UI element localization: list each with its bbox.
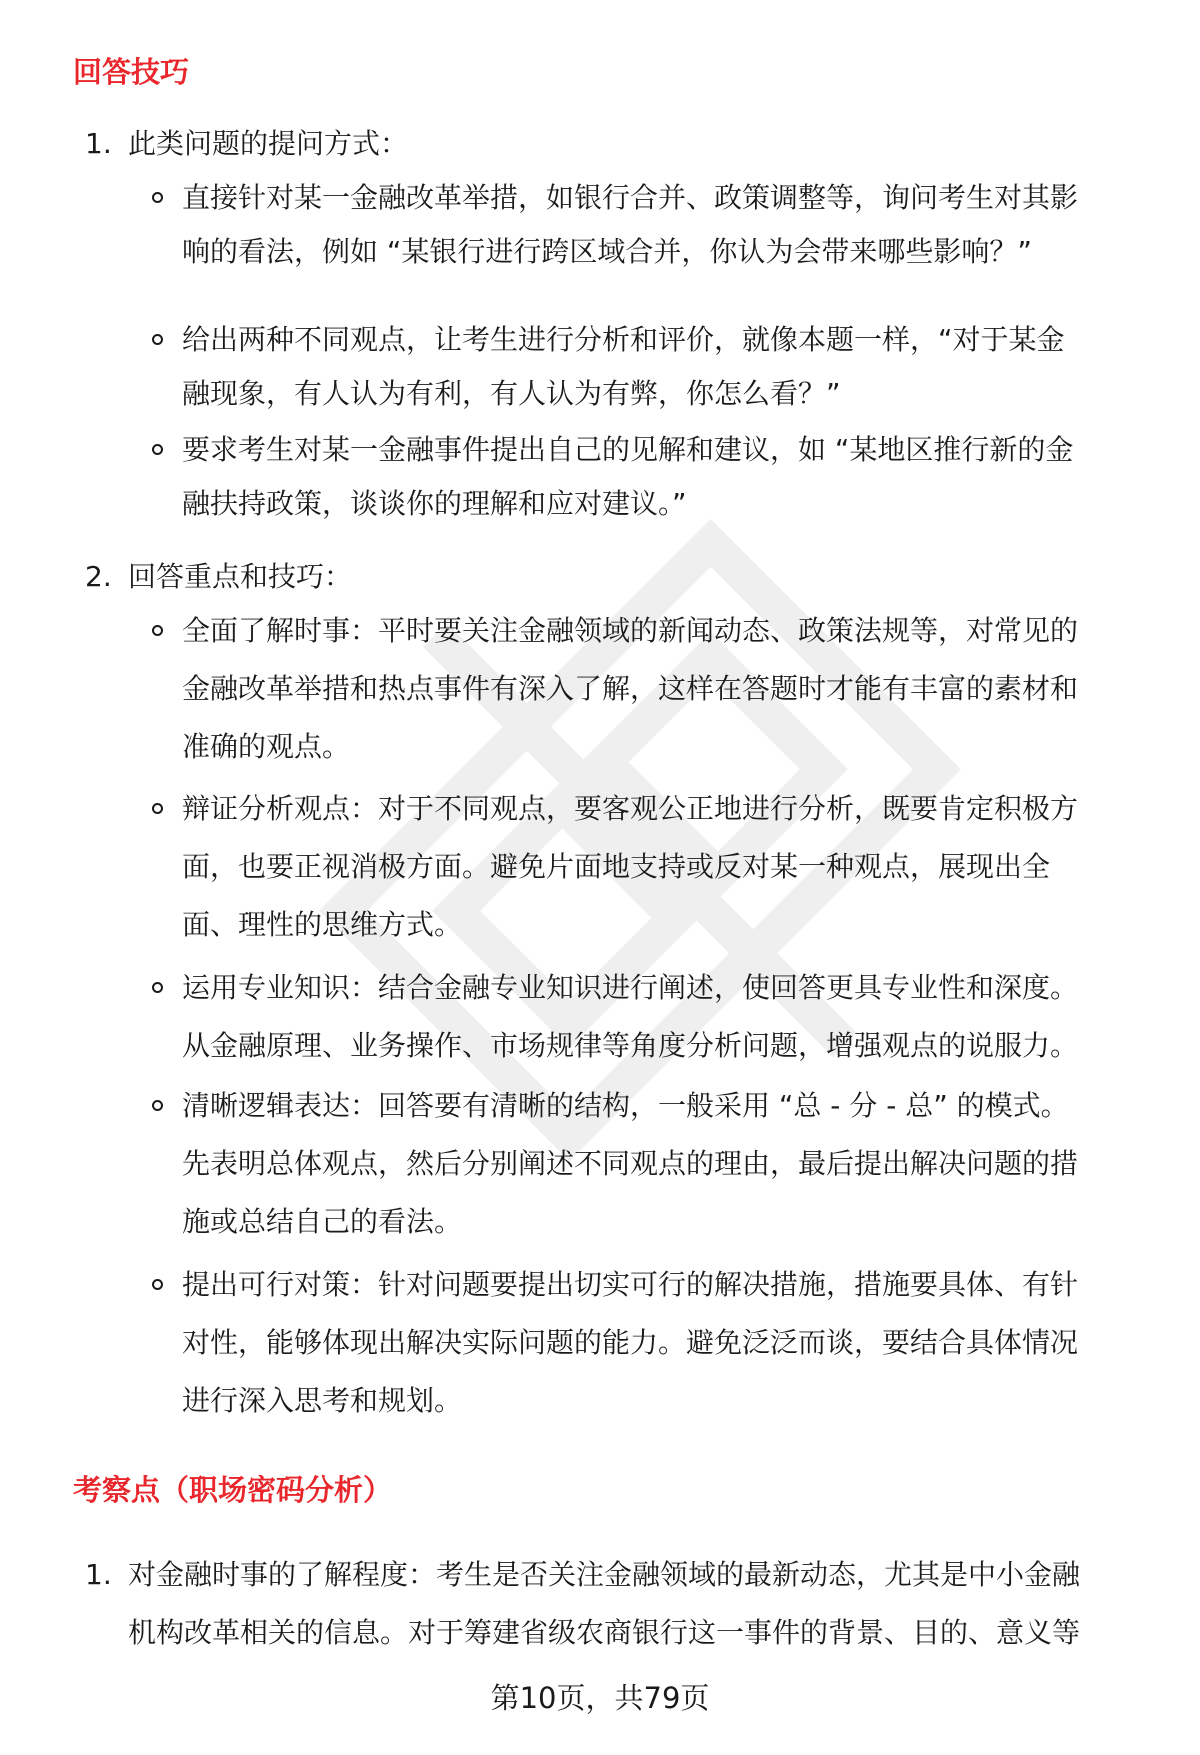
list-item-line: 对金融时事的了解程度：考生是否关注金融领域的最新动态，尤其是中小金融 [128, 1558, 1081, 1591]
list-item-line: 清晰逻辑表达：回答要有清晰的结构，一般采用 “总 - 分 - 总” 的模式。 [182, 1089, 1069, 1122]
bullet-icon [152, 982, 163, 993]
list-item-line: 融扶持政策，谈谈你的理解和应对建议。” [182, 487, 687, 520]
list-item-line: 金融改革举措和热点事件有深入了解，这样在答题时才能有丰富的素材和 [182, 672, 1079, 705]
list-item-line: 先表明总体观点，然后分别阐述不同观点的理由，最后提出解决问题的措 [182, 1147, 1079, 1180]
bullet-icon [152, 1100, 163, 1111]
bullet-icon [152, 625, 163, 636]
list-item-line: 从金融原理、业务操作、市场规律等角度分析问题，增强观点的说服力。 [182, 1029, 1079, 1062]
section-heading-answer-tips: 回答技巧 [73, 55, 190, 89]
list-item-line: 对性，能够体现出解决实际问题的能力。避免泛泛而谈，要结合具体情况 [182, 1326, 1079, 1359]
list-number: 2. [85, 560, 112, 593]
watermark-logo [230, 430, 1050, 1250]
list-item-line: 准确的观点。 [182, 730, 351, 763]
list-number: 1. [85, 127, 112, 160]
list-item-line: 进行深入思考和规划。 [182, 1384, 463, 1417]
list-item-title: 此类问题的提问方式： [128, 127, 409, 160]
list-item-line: 给出两种不同观点，让考生进行分析和评价，就像本题一样，“对于某金 [182, 323, 1065, 356]
bullet-icon [152, 192, 163, 203]
list-item-line: 面，也要正视消极方面。避免片面地支持或反对某一种观点，展现出全 [182, 850, 1051, 883]
bullet-icon [152, 1279, 163, 1290]
list-item-line: 提出可行对策：针对问题要提出切实可行的解决措施，措施要具体、有针 [182, 1268, 1079, 1301]
bullet-icon [152, 803, 163, 814]
bullet-icon [152, 444, 163, 455]
bullet-icon [152, 334, 163, 345]
list-item-line: 全面了解时事：平时要关注金融领域的新闻动态、政策法规等，对常见的 [182, 614, 1079, 647]
list-item-line: 辩证分析观点：对于不同观点，要客观公正地进行分析，既要肯定积极方 [182, 792, 1079, 825]
list-item-line: 融现象，有人认为有利，有人认为有弊，你怎么看？” [182, 377, 841, 410]
list-item-line: 响的看法，例如 “某银行进行跨区域合并，你认为会带来哪些影响？” [182, 235, 1032, 268]
list-number: 1. [85, 1558, 112, 1591]
list-item-line: 面、理性的思维方式。 [182, 908, 463, 941]
list-item-line: 直接针对某一金融改革举措，如银行合并、政策调整等，询问考生对其影 [182, 181, 1079, 214]
page-number: 第10页，共79页 [490, 1681, 710, 1715]
list-item-line: 要求考生对某一金融事件提出自己的见解和建议，如 “某地区推行新的金 [182, 433, 1074, 466]
list-item-line: 运用专业知识：结合金融专业知识进行阐述，使回答更具专业性和深度。 [182, 971, 1079, 1004]
list-item-title: 回答重点和技巧： [128, 560, 353, 593]
list-item-line: 施或总结自己的看法。 [182, 1205, 463, 1238]
list-item-line: 机构改革相关的信息。对于筹建省级农商银行这一事件的背景、目的、意义等 [128, 1616, 1081, 1649]
section-heading-assessment-points: 考察点（职场密码分析） [73, 1473, 393, 1507]
